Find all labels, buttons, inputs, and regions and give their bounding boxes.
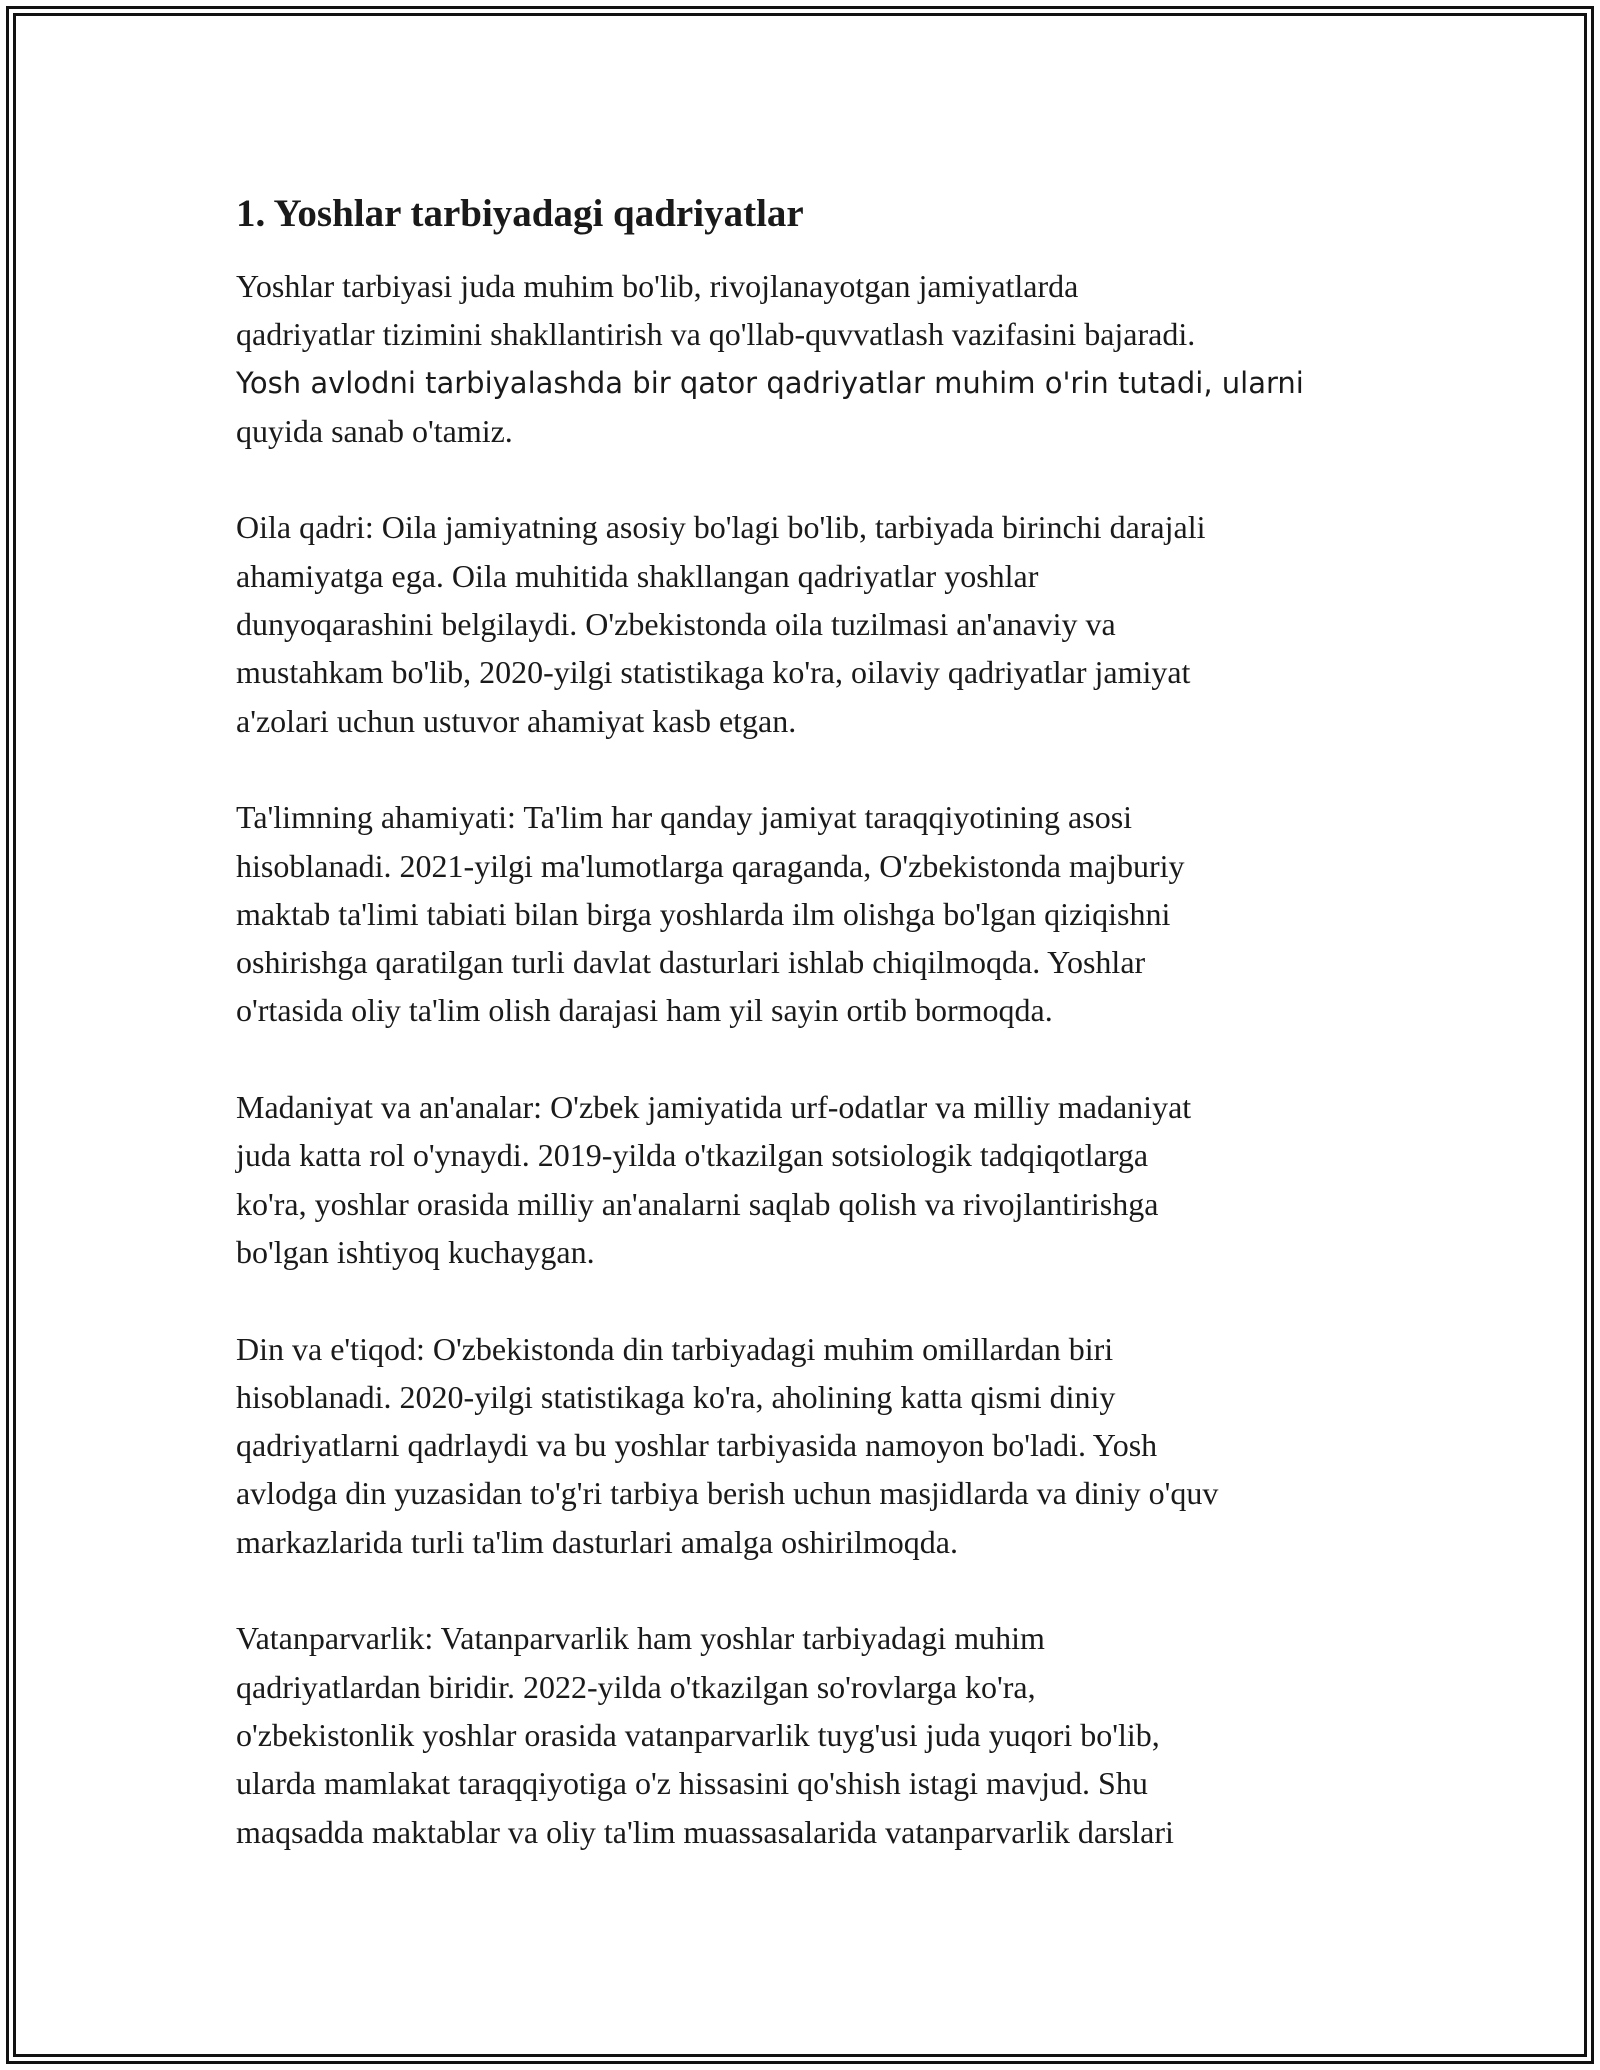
paragraph-culture bbox=[236, 1083, 1386, 1276]
paragraph-line: ahamiyatga ega. Oila muhitida shakllangan qadriyatlar yoshlar bbox=[236, 557, 1039, 594]
paragraph-line: qadriyatlar tizimini shakllantirish va qo'llab-quvvatlash vazifasini bajaradi. bbox=[236, 316, 1196, 353]
paragraph-line: o'rtasida oliy ta'lim olish darajasi ham yil sayin ortib bormoqda. bbox=[236, 992, 1053, 1029]
paragraph-education bbox=[236, 793, 1386, 1034]
paragraph-line: hisoblanadi. 2021-yilgi ma'lumotlarga qaraganda, O'zbekistonda majburiy bbox=[236, 847, 1185, 884]
paragraph-line: Vatanparvarlik: Vatanparvarlik ham yoshlar tarbiyadagi muhim bbox=[236, 1620, 1045, 1657]
paragraph-line: a'zolari uchun ustuvor ahamiyat kasb etgan. bbox=[236, 702, 797, 739]
paragraph-line: Yosh avlodni tarbiyalashda bir qator qadriyatlar muhim o'rin tutadi, ularni bbox=[236, 365, 1304, 400]
paragraph-line: Madaniyat va an'analar: O'zbek jamiyatida urf-odatlar va milliy madaniyat bbox=[236, 1089, 1192, 1126]
paragraph-line: Din va e'tiqod: O'zbekistonda din tarbiyadagi muhim omillardan biri bbox=[236, 1330, 1114, 1367]
paragraph-line: ko'ra, yoshlar orasida milliy an'analarni saqlab qolish va rivojlantirishga bbox=[236, 1185, 1159, 1222]
paragraph-line: Ta'limning ahamiyati: Ta'lim har qanday jamiyat taraqqiyotining asosi bbox=[236, 799, 1133, 836]
paragraph-line: avlodga din yuzasidan to'g'ri tarbiya berish uchun masjidlarda va diniy o'quv bbox=[236, 1475, 1219, 1512]
paragraph-line: o'zbekistonlik yoshlar orasida vatanparvarlik tuyg'usi juda yuqori bo'lib, bbox=[236, 1716, 1160, 1753]
paragraph-line: quyida sanab o'tamiz. bbox=[236, 412, 513, 449]
paragraph-patriotism bbox=[236, 1614, 1386, 1855]
paragraph-religion bbox=[236, 1325, 1386, 1566]
paragraph-line: dunyoqarashini belgilaydi. O'zbekistonda oila tuzilmasi an'anaviy va bbox=[236, 606, 1116, 643]
paragraph-line: qadriyatlardan biridir. 2022-yilda o'tkazilgan so'rovlarga ko'ra, bbox=[236, 1668, 1036, 1705]
paragraph-line: qadriyatlarni qadrlaydi va bu yoshlar tarbiyasida namoyon bo'ladi. Yosh bbox=[236, 1427, 1158, 1464]
paragraph-line: Oila qadri: Oila jamiyatning asosiy bo'lagi bo'lib, tarbiyada birinchi darajali bbox=[236, 509, 1206, 546]
paragraph-line: ularda mamlakat taraqqiyotiga o'z hissasini qo'shish istagi mavjud. Shu bbox=[236, 1765, 1148, 1802]
paragraph-line: hisoblanadi. 2020-yilgi statistikaga ko'ra, aholining katta qismi diniy bbox=[236, 1378, 1116, 1415]
paragraph-line: maqsadda maktablar va oliy ta'lim muassasalarida vatanparvarlik darslari bbox=[236, 1813, 1174, 1850]
document-body bbox=[236, 186, 1386, 1904]
paragraph-line: oshirishga qaratilgan turli davlat dasturlari ishlab chiqilmoqda. Yoshlar bbox=[236, 944, 1146, 981]
paragraph-line: bo'lgan ishtiyoq kuchaygan. bbox=[236, 1233, 595, 1270]
paragraph-family bbox=[236, 503, 1386, 744]
paragraph-line: Yoshlar tarbiyasi juda muhim bo'lib, rivojlanayotgan jamiyatlarda bbox=[236, 268, 1079, 304]
paragraph-line: markazlarida turli ta'lim dasturlari amalga oshirilmoqda. bbox=[236, 1523, 958, 1560]
paragraph-intro bbox=[236, 262, 1386, 455]
paragraph-line: juda katta rol o'ynaydi. 2019-yilda o'tkazilgan sotsiologik tadqiqotlarga bbox=[236, 1137, 1149, 1174]
section-heading: 1. Yoshlar tarbiyadagi qadriyatlar bbox=[236, 192, 804, 235]
paragraph-line: mustahkam bo'lib, 2020-yilgi statistikaga ko'ra, oilaviy qadriyatlar jamiyat bbox=[236, 654, 1191, 691]
paragraph-line: maktab ta'limi tabiati bilan birga yoshlarda ilm olishga bo'lgan qiziqishni bbox=[236, 895, 1171, 932]
